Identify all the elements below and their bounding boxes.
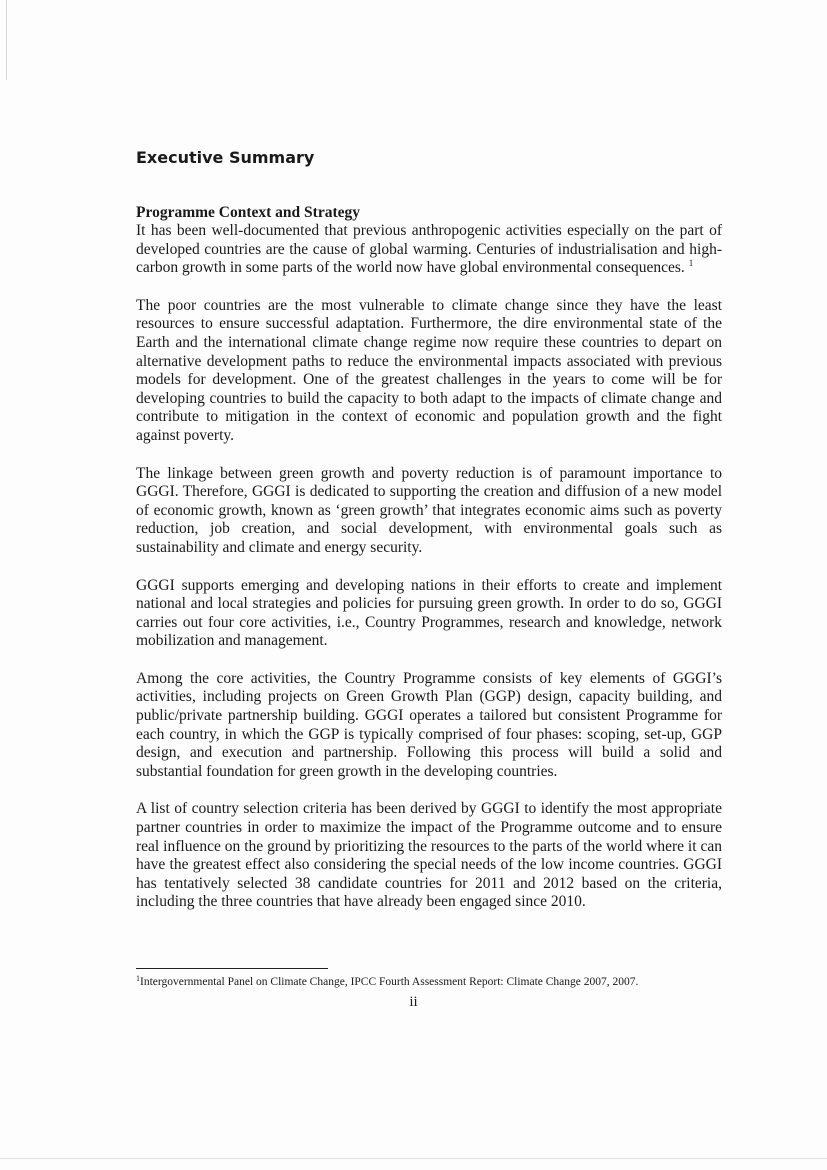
footnote-marker: 1 [136,974,140,983]
footnote-reference: 1 [688,258,694,269]
section-title: Programme Context and Strategy [136,204,360,221]
page-heading: Executive Summary [136,148,315,167]
paragraph-3: The linkage between green growth and poverty reduction is of paramount importance to GGGI. Therefore, GGGI is dedicated to supporting the creation and diffusion of a new model of economic growth, known as ‘green growth’ that integrates economic aims such as poverty reduction, job creation, and social development, with environmental goals such as sustainability and climate and energy security. [136,464,722,556]
paragraph-6: A list of country selection criteria has been derived by GGGI to identify the most appropriate partner countries in order to maximize the impact of the Programme outcome and to ensure real influence on the ground by prioritizing the resources to the parts of the world where it can have the greatest effect also considering the special needs of the low income countries. GGGI has tentatively selected 38 candidate countries for 2011 and 2012 based on the criteria, including the three countries that have already been engaged since 2010. [136,800,722,911]
page-number: ii [409,994,418,1010]
footnote-text: Intergovernmental Panel on Climate Change, IPCC Fourth Assessment Report: Climate Change 2007, 2007. [140,976,639,988]
paragraph-1 [136,222,722,278]
footnote [136,975,722,990]
paragraph-1-text: It has been well-documented that previous anthropogenic activities especially on the part of developed countries are the cause of global warming. Centuries of industrialisation and high-carbon growth in some parts of the world now have global environmental consequences. [136,222,722,277]
paragraph-2: The poor countries are the most vulnerable to climate change since they have the least resources to ensure successful adaptation. Furthermore, the dire environmental state of the Earth and the international climate change regime now require these countries to depart on alternative development paths to reduce the environmental impacts associated with previous models for development. One of the greatest challenges in the years to come will be for developing countries to build the capacity to both adapt to the impacts of climate change and contribute to mitigation in the context of economic and population growth and the fight against poverty. [136,296,722,444]
scan-edge-bottom [0,1158,827,1159]
scan-edge-line [6,0,7,80]
paragraph-4: GGGI supports emerging and developing nations in their efforts to create and implement national and local strategies and policies for pursuing green growth. In order to do so, GGGI carries out four core activities, i.e., Country Programmes, research and knowledge, network mobilization and management. [136,576,722,650]
paragraph-5: Among the core activities, the Country Programme consists of key elements of GGGI’s activities, including projects on Green Growth Plan (GGP) design, capacity building, and public/private partnership building. GGGI operates a tailored but consistent Programme for each country, in which the GGP is typically comprised of four phases: scoping, set-up, GGP design, and execution and partnership. Following this process will build a solid and substantial foundation for green growth in the developing countries. [136,669,722,780]
footnote-divider [136,968,328,969]
page-body [136,146,722,912]
